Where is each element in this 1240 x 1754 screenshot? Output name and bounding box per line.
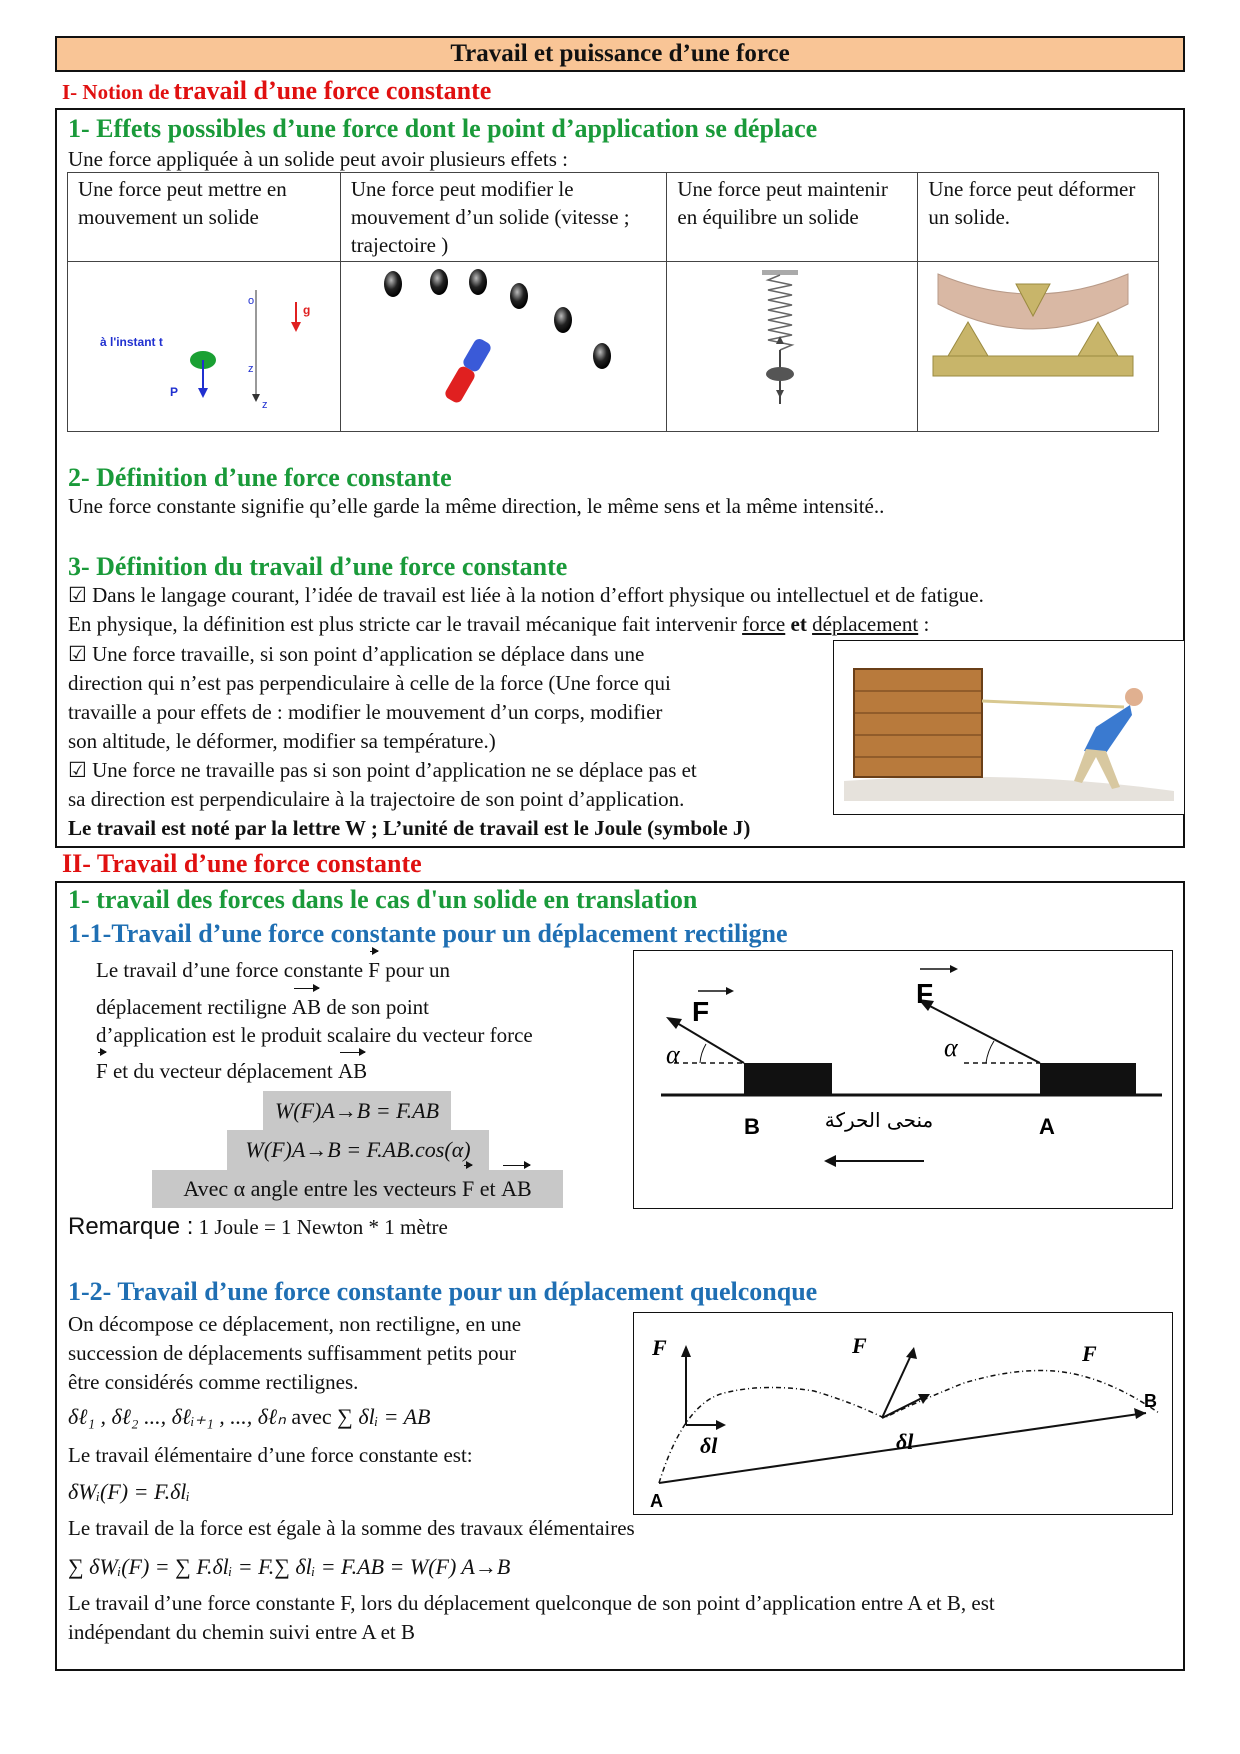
sub3-para2-line: son altitude, le déformer, modifier sa température.)	[68, 729, 496, 753]
fig-label-z2: z	[262, 399, 268, 411]
conclusion-line: Le travail d’une force constante F, lors du déplacement quelconque de son point d’application entre A et B, est	[68, 1591, 995, 1615]
sub11-line2: déplacement rectiligne AB de son point	[96, 993, 429, 1022]
deformation-figure-cell	[918, 262, 1159, 432]
unit-note: Le travail est noté par la lettre W ; L’unité de travail est le Joule (symbole J)	[68, 816, 751, 840]
trajectory-ball	[510, 283, 528, 309]
sub3-para2-line: sa direction est perpendiculaire à la trajectoire de son point d’application.	[68, 787, 685, 811]
falling-ball-figure	[78, 264, 328, 422]
sub11-line4: F et du vecteur déplacement AB	[96, 1057, 367, 1086]
sub3-line1: ☑ Dans le langage courant, l’idée de travail est liée à la notion d’effort physique ou intellectuel et de fatigue.	[68, 583, 984, 607]
sub3-line2: En physique, la définition est plus stricte car le travail mécanique fait intervenir force et déplacement :	[68, 612, 930, 636]
spring-figure	[677, 264, 907, 422]
effect-cell-1: Une force peut mettre en mouvement un solide	[68, 173, 341, 262]
dl-label-2: δl	[896, 1429, 914, 1454]
curved-trajectory	[659, 1371, 1159, 1484]
sec2-sub12-heading: 1-2- Travail d’une force constante pour un déplacement quelconque	[68, 1277, 818, 1306]
formula-work: W(F)A→B = F.AB	[263, 1091, 451, 1130]
trajectory-ball	[384, 271, 402, 297]
vector-F: F	[96, 1057, 108, 1086]
magnet-icon	[443, 337, 493, 405]
vector-F: F	[462, 1170, 474, 1208]
path-point-A: A	[650, 1491, 663, 1511]
effect-cell-3: Une force peut maintenir en équilibre un solide	[667, 173, 918, 262]
block-A	[1040, 1063, 1136, 1095]
trajectory-ball	[430, 269, 448, 295]
effect-cell-2: Une force peut modifier le mouvement d’un solide (vitesse ; trajectoire )	[340, 173, 667, 262]
trajectory-ball	[469, 269, 487, 295]
sub3-para2-line: direction qui n’est pas perpendiculaire à celle de la force (Une force qui	[68, 671, 671, 695]
formula-work-cos: W(F)A→B = F.AB.cos(α)	[227, 1130, 489, 1170]
F-label-2: F	[852, 1333, 867, 1358]
sub2-heading: 2- Définition d’une force constante	[68, 463, 452, 492]
delta-list: δℓ₁ , δℓ₂ ..., δℓᵢ₊₁ , ..., δℓₙ avec ∑ δlᵢ = AB	[68, 1404, 431, 1429]
sub12-line: On décompose ce déplacement, non rectiligne, en une	[68, 1312, 522, 1336]
F-label-B: F	[692, 996, 710, 1027]
fig-label-p: P	[170, 385, 179, 399]
F-label-A: F	[916, 978, 934, 1009]
force-arrow-A	[924, 1003, 1040, 1063]
fig-label-o: o	[248, 295, 255, 307]
path-figure	[634, 1313, 1172, 1514]
sub11-line1: Le travail d’une force constante F pour un	[96, 956, 450, 985]
sum-formula: ∑ δWᵢ(F) = ∑ F.δlᵢ = F.∑ δlᵢ = F.AB = W(F) A→B	[68, 1554, 511, 1579]
sub2-text: Une force constante signifie qu’elle garde la même direction, le même sens et la même intensité..	[68, 494, 885, 518]
conclusion-line: indépendant du chemin suivi entre A et B	[68, 1620, 416, 1644]
section-1-heading-rest: travail d’une force constante	[173, 76, 492, 105]
section-2-heading: II- Travail d’une force constante	[62, 849, 422, 878]
elementary-work-label: Le travail élémentaire d’une force constante est:	[68, 1443, 473, 1467]
point-B-label: B	[744, 1114, 760, 1139]
vector-F: F	[368, 956, 380, 985]
vector-AB: AB	[292, 993, 321, 1022]
sub1-intro: Une force appliquée à un solide peut avoir plusieurs effets :	[68, 147, 568, 171]
deformation-figure	[928, 264, 1143, 422]
point-A-label: A	[1039, 1114, 1055, 1139]
F-label-1: F	[652, 1335, 667, 1360]
sub1-heading: 1- Effets possibles d’une force dont le point d’application se déplace	[68, 114, 818, 143]
dl-label-1: δl	[700, 1433, 718, 1458]
trajectory-figure	[351, 264, 651, 422]
page-title: Travail et puissance d’une force	[55, 36, 1185, 72]
fig-label-z1: z	[248, 363, 254, 375]
sub3-para2-line: ☑ Une force ne travaille pas si son point d’application ne se déplace pas et	[68, 758, 697, 782]
trajectory-ball	[593, 343, 611, 369]
crate-figure-box	[833, 640, 1185, 815]
block-B	[744, 1063, 832, 1095]
sub12-line: succession de déplacements suffisamment petits pour	[68, 1341, 517, 1365]
person-head	[1125, 688, 1143, 706]
alpha-label-B: α	[666, 1040, 680, 1069]
F-label-3: F	[1082, 1341, 1097, 1366]
path-point-B: B	[1144, 1391, 1157, 1411]
elementary-work-formula: δWᵢ(F) = F.δlᵢ	[68, 1479, 190, 1504]
sub3-para2-line: travaille a pour effets de : modifier le mouvement d’un corps, modifier	[68, 700, 663, 724]
sub11-line3: d’application est le produit scalaire du vecteur force	[96, 1023, 533, 1047]
effects-table	[67, 172, 1159, 432]
vector-AB: AB	[501, 1170, 532, 1208]
trajectory-ball	[554, 307, 572, 333]
sum-label: Le travail de la force est égale à la somme des travaux élémentaires	[68, 1516, 635, 1540]
crate-icon	[854, 669, 982, 777]
crate-figure	[834, 641, 1184, 814]
sec2-sub1-heading: 1- travail des forces dans le cas d'un solide en translation	[68, 885, 698, 914]
section-1-heading-prefix: I- Notion de	[62, 80, 170, 104]
motion-direction-label: منحى الحركة	[824, 1108, 934, 1132]
trajectory-figure-cell	[340, 262, 667, 432]
formula-avec: Avec α angle entre les vecteurs F et AB	[152, 1170, 563, 1208]
fig-label-g: g	[303, 303, 311, 317]
effect-cell-4: Une force peut déformer un solide.	[918, 173, 1159, 262]
sub3-para2-line: ☑ Une force travaille, si son point d’application se déplace dans une	[68, 642, 645, 666]
sub3-heading: 3- Définition du travail d’une force constante	[68, 552, 568, 581]
translation-figure-box	[633, 950, 1173, 1209]
spring-figure-cell	[667, 262, 918, 432]
fig-label-instant: à l'instant t	[100, 335, 163, 349]
section-1-heading	[62, 76, 491, 106]
remarque: Remarque : 1 Joule = 1 Newton * 1 mètre	[68, 1213, 448, 1240]
falling-ball-figure-cell	[68, 262, 341, 432]
path-figure-box	[633, 1312, 1173, 1515]
sec2-sub11-heading: 1-1-Travail d’une force constante pour un déplacement rectiligne	[68, 919, 788, 948]
alpha-label-A: α	[944, 1033, 958, 1062]
translation-figure	[634, 951, 1172, 1208]
sub12-line: être considérés comme rectilignes.	[68, 1370, 359, 1394]
vector-AB: AB	[338, 1057, 367, 1086]
